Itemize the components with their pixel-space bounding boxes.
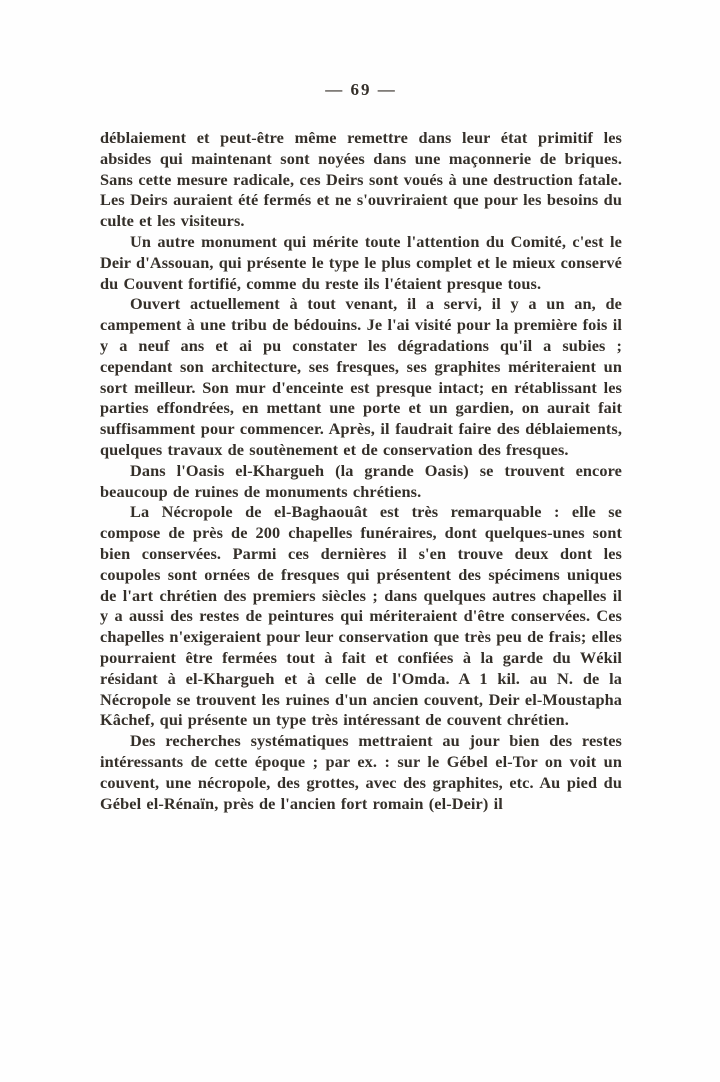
text-block [100,128,622,814]
paragraph-oasis-khargueh: Dans l'Oasis el-Khargueh (la grande Oasis) se trouvent encore beaucoup de ruines de monuments chrétiens. [100,460,622,501]
paragraph-deir-assouan: Un autre monument qui mérite toute l'attention du Comité, c'est le Deir d'Assouan, qui présente le type le plus complet et le mieux conservé du Couvent fortifié, comme du reste ils l'étaient presque tous. [100,231,622,293]
page-number: — 69 — [325,80,397,99]
paragraph-recherches-systematiques: Des recherches systématiques mettraient au jour bien des restes intéressants de cette époque ; par ex. : sur le Gébel el-Tor on voit un couvent, une nécropole, des grottes, avec des graphites, etc. Au pied du Gébel el-Rénaïn, près de l'ancien fort romain (el-Deir) il [100,731,622,813]
paragraph-necropole-baghaouat: La Nécropole de el-Baghaouât est très remarquable : elle se compose de près de 200 chapelles funéraires, dont quelques-unes sont bien conservées. Parmi ces dernières il s'en trouve deux dont les coupoles sont ornées de fresques qui présentent des spécimens uniques de l'art chrétien des premiers siècles ; dans quelques autres chapelles il y a aussi des restes de peintures qui mériteraient d'être conservées. Ces chapelles n'exigeraient pour leur conservation que très peu de frais; elles pourraient être fermées tout à fait et confiées à la garde du Wékil résidant à el-Khargueh et à celle de l'Omda. A 1 kil. au N. de la Nécropole se trouvent les ruines d'un ancien couvent, Deir el-Moustapha Kâchef, qui présente un type très intéressant de couvent chrétien. [100,502,622,730]
paragraph-ouvert-actuellement: Ouvert actuellement à tout venant, il a servi, il y a un an, de campement à une tribu de bédouins. Je l'ai visité pour la première fois il y a neuf ans et ai pu constater les dégradations qu'il a subies ; cependant son architecture, ses fresques, ses graphites mériteraient un sort meilleur. Son mur d'enceinte est presque intact; en rétablissant les parties effondrées, en mettant une porte et un gardien, on aurait fait suffisamment pour commencer. Après, il faudrait faire des déblaiements, quelques travaux de soutènement et de conservation des fresques. [100,294,622,459]
paragraph-continuation: déblaiement et peut-être même remettre dans leur état primitif les absides qui maintenant sont noyées dans une maçonnerie de briques. Sans cette mesure radicale, ces Deirs sont voués à une destruction fatale. Les Deirs auraient été fermés et ne s'ouvriraient que pour les besoins du culte et les visiteurs. [100,128,622,231]
